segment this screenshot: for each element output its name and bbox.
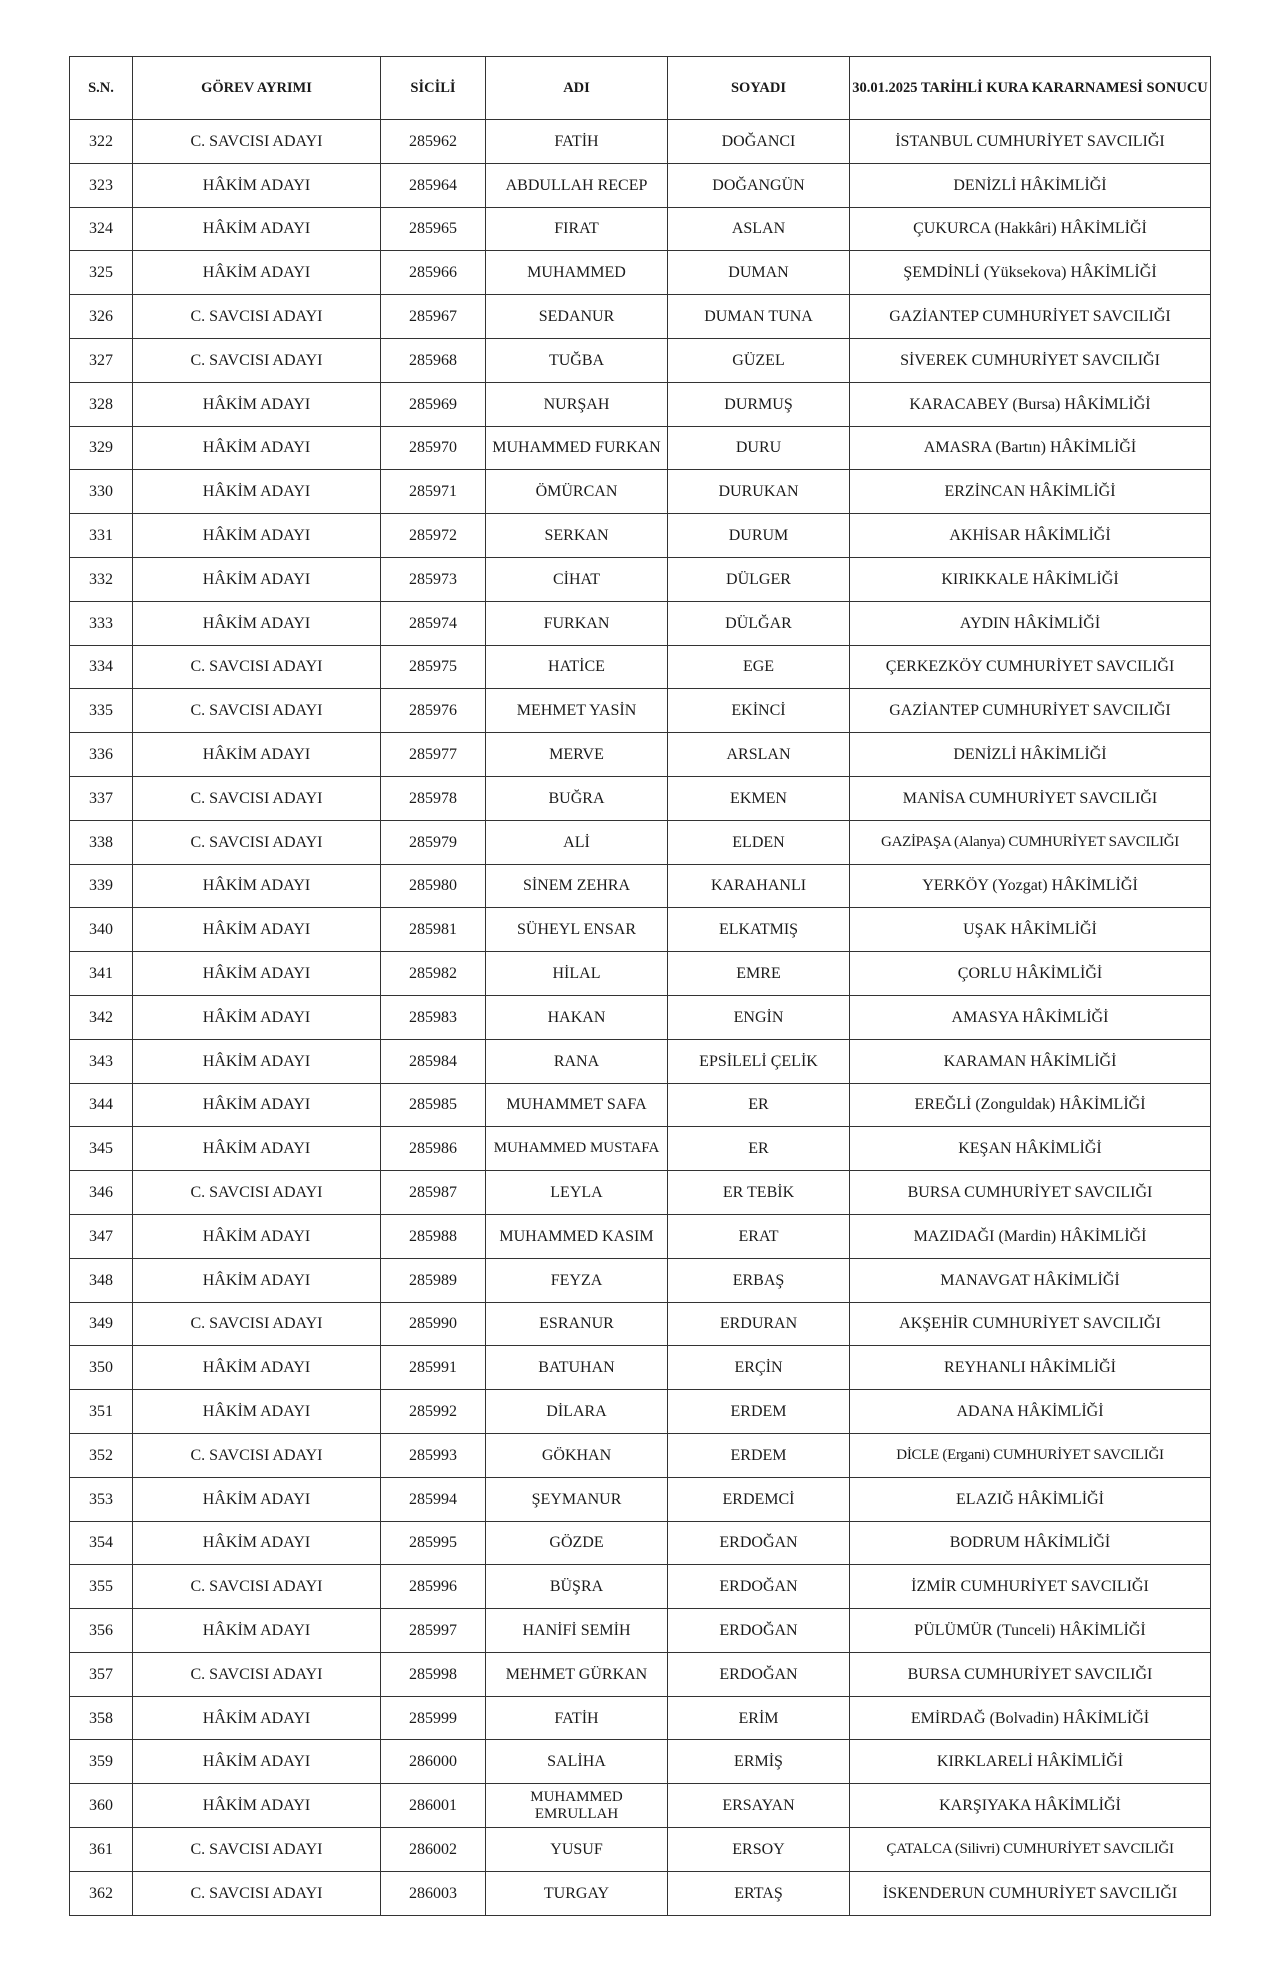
- cell-gorev-ayrimi: HÂKİM ADAYI: [133, 557, 381, 601]
- table-row: [70, 1828, 1211, 1872]
- table-row: [70, 1390, 1211, 1434]
- cell-sicili: 285968: [381, 338, 486, 382]
- cell-sicili: 285999: [381, 1696, 486, 1740]
- cell-sicili: 285993: [381, 1433, 486, 1477]
- cell-gorev-ayrimi: HÂKİM ADAYI: [133, 1127, 381, 1171]
- cell-kura-sonucu: KEŞAN HÂKİMLİĞİ: [850, 1127, 1211, 1171]
- table-row: [70, 1871, 1211, 1915]
- cell-soyadi: EPSİLELİ ÇELİK: [668, 1039, 850, 1083]
- cell-sn: 326: [70, 295, 133, 339]
- cell-gorev-ayrimi: HÂKİM ADAYI: [133, 382, 381, 426]
- cell-kura-sonucu: AMASYA HÂKİMLİĞİ: [850, 995, 1211, 1039]
- cell-sicili: 285981: [381, 908, 486, 952]
- cell-sicili: 286002: [381, 1828, 486, 1872]
- table-row: [70, 1609, 1211, 1653]
- table-row: [70, 295, 1211, 339]
- cell-gorev-ayrimi: HÂKİM ADAYI: [133, 1258, 381, 1302]
- cell-gorev-ayrimi: HÂKİM ADAYI: [133, 514, 381, 558]
- table-row: [70, 1652, 1211, 1696]
- cell-kura-sonucu: MANİSA CUMHURİYET SAVCILIĞI: [850, 776, 1211, 820]
- cell-soyadi: DOĞANCI: [668, 120, 850, 164]
- cell-sn: 328: [70, 382, 133, 426]
- cell-kura-sonucu: BODRUM HÂKİMLİĞİ: [850, 1521, 1211, 1565]
- cell-sn: 330: [70, 470, 133, 514]
- cell-sicili: 285972: [381, 514, 486, 558]
- cell-gorev-ayrimi: HÂKİM ADAYI: [133, 1784, 381, 1828]
- cell-adi: SALİHA: [486, 1740, 668, 1784]
- cell-kura-sonucu: GAZİANTEP CUMHURİYET SAVCILIĞI: [850, 295, 1211, 339]
- cell-adi: MUHAMMED FURKAN: [486, 426, 668, 470]
- cell-kura-sonucu: SİVEREK CUMHURİYET SAVCILIĞI: [850, 338, 1211, 382]
- cell-gorev-ayrimi: C. SAVCISI ADAYI: [133, 120, 381, 164]
- cell-gorev-ayrimi: HÂKİM ADAYI: [133, 470, 381, 514]
- cell-soyadi: DURUKAN: [668, 470, 850, 514]
- cell-soyadi: ERDEMCİ: [668, 1477, 850, 1521]
- table-row: [70, 1127, 1211, 1171]
- cell-soyadi: ERBAŞ: [668, 1258, 850, 1302]
- cell-kura-sonucu: ŞEMDİNLİ (Yüksekova) HÂKİMLİĞİ: [850, 251, 1211, 295]
- cell-soyadi: EKİNCİ: [668, 689, 850, 733]
- cell-soyadi: DURMUŞ: [668, 382, 850, 426]
- table-row: [70, 514, 1211, 558]
- cell-sicili: 285969: [381, 382, 486, 426]
- cell-sn: 342: [70, 995, 133, 1039]
- cell-sn: 347: [70, 1214, 133, 1258]
- cell-adi: HİLAL: [486, 952, 668, 996]
- cell-kura-sonucu: AMASRA (Bartın) HÂKİMLİĞİ: [850, 426, 1211, 470]
- cell-kura-sonucu: ADANA HÂKİMLİĞİ: [850, 1390, 1211, 1434]
- cell-adi: FIRAT: [486, 207, 668, 251]
- cell-kura-sonucu: MANAVGAT HÂKİMLİĞİ: [850, 1258, 1211, 1302]
- table-row: [70, 864, 1211, 908]
- cell-sicili: 285967: [381, 295, 486, 339]
- cell-adi: NURŞAH: [486, 382, 668, 426]
- cell-kura-sonucu: AYDIN HÂKİMLİĞİ: [850, 601, 1211, 645]
- cell-adi: MUHAMMED MUSTAFA: [486, 1127, 668, 1171]
- cell-sn: 332: [70, 557, 133, 601]
- cell-sn: 340: [70, 908, 133, 952]
- cell-gorev-ayrimi: HÂKİM ADAYI: [133, 1346, 381, 1390]
- table-row: [70, 1083, 1211, 1127]
- cell-gorev-ayrimi: HÂKİM ADAYI: [133, 1214, 381, 1258]
- cell-gorev-ayrimi: HÂKİM ADAYI: [133, 1390, 381, 1434]
- table-row: [70, 733, 1211, 777]
- cell-sicili: 285966: [381, 251, 486, 295]
- cell-kura-sonucu: DENİZLİ HÂKİMLİĞİ: [850, 733, 1211, 777]
- cell-adi: MUHAMMED EMRULLAH: [486, 1784, 668, 1828]
- cell-soyadi: ELKATMIŞ: [668, 908, 850, 952]
- cell-kura-sonucu: İSKENDERUN CUMHURİYET SAVCILIĞI: [850, 1871, 1211, 1915]
- cell-adi: HAKAN: [486, 995, 668, 1039]
- cell-sicili: 285986: [381, 1127, 486, 1171]
- cell-sn: 352: [70, 1433, 133, 1477]
- cell-sn: 344: [70, 1083, 133, 1127]
- cell-gorev-ayrimi: C. SAVCISI ADAYI: [133, 1871, 381, 1915]
- cell-gorev-ayrimi: C. SAVCISI ADAYI: [133, 1302, 381, 1346]
- cell-adi: MUHAMMED KASIM: [486, 1214, 668, 1258]
- cell-sicili: 285991: [381, 1346, 486, 1390]
- cell-kura-sonucu: MAZIDAĞI (Mardin) HÂKİMLİĞİ: [850, 1214, 1211, 1258]
- cell-gorev-ayrimi: HÂKİM ADAYI: [133, 908, 381, 952]
- cell-soyadi: DÜLĞAR: [668, 601, 850, 645]
- cell-adi: MUHAMMED: [486, 251, 668, 295]
- cell-adi: FATİH: [486, 120, 668, 164]
- cell-adi: TUĞBA: [486, 338, 668, 382]
- table-row: [70, 995, 1211, 1039]
- header-gorev-ayrimi: GÖREV AYRIMI: [133, 57, 381, 120]
- cell-sn: 335: [70, 689, 133, 733]
- cell-sn: 324: [70, 207, 133, 251]
- cell-sicili: 285964: [381, 163, 486, 207]
- cell-adi: MEHMET GÜRKAN: [486, 1652, 668, 1696]
- cell-soyadi: DÜLGER: [668, 557, 850, 601]
- cell-soyadi: ERAT: [668, 1214, 850, 1258]
- cell-adi: ŞEYMANUR: [486, 1477, 668, 1521]
- cell-gorev-ayrimi: HÂKİM ADAYI: [133, 864, 381, 908]
- cell-kura-sonucu: AKŞEHİR CUMHURİYET SAVCILIĞI: [850, 1302, 1211, 1346]
- cell-sicili: 285979: [381, 820, 486, 864]
- cell-sn: 336: [70, 733, 133, 777]
- cell-soyadi: DUMAN: [668, 251, 850, 295]
- table-row: [70, 557, 1211, 601]
- cell-soyadi: ERDOĞAN: [668, 1565, 850, 1609]
- cell-sicili: 285985: [381, 1083, 486, 1127]
- cell-gorev-ayrimi: C. SAVCISI ADAYI: [133, 1171, 381, 1215]
- table-row: [70, 120, 1211, 164]
- cell-sicili: 285973: [381, 557, 486, 601]
- table-row: [70, 1784, 1211, 1828]
- cell-gorev-ayrimi: HÂKİM ADAYI: [133, 1609, 381, 1653]
- cell-soyadi: ELDEN: [668, 820, 850, 864]
- cell-gorev-ayrimi: HÂKİM ADAYI: [133, 952, 381, 996]
- table-row: [70, 689, 1211, 733]
- cell-sn: 323: [70, 163, 133, 207]
- cell-sicili: 285988: [381, 1214, 486, 1258]
- cell-sicili: 285995: [381, 1521, 486, 1565]
- table-row: [70, 338, 1211, 382]
- header-sicili: SİCİLİ: [381, 57, 486, 120]
- cell-sn: 341: [70, 952, 133, 996]
- cell-adi: ABDULLAH RECEP: [486, 163, 668, 207]
- cell-adi: ESRANUR: [486, 1302, 668, 1346]
- cell-sicili: 285982: [381, 952, 486, 996]
- table-row: [70, 1171, 1211, 1215]
- cell-kura-sonucu: İZMİR CUMHURİYET SAVCILIĞI: [850, 1565, 1211, 1609]
- table-row: [70, 470, 1211, 514]
- cell-kura-sonucu: ERZİNCAN HÂKİMLİĞİ: [850, 470, 1211, 514]
- cell-soyadi: ARSLAN: [668, 733, 850, 777]
- cell-gorev-ayrimi: C. SAVCISI ADAYI: [133, 689, 381, 733]
- cell-sicili: 286001: [381, 1784, 486, 1828]
- table-row: [70, 426, 1211, 470]
- cell-soyadi: DURUM: [668, 514, 850, 558]
- table-row: [70, 163, 1211, 207]
- cell-sn: 355: [70, 1565, 133, 1609]
- table-row: [70, 645, 1211, 689]
- cell-kura-sonucu: KARAMAN HÂKİMLİĞİ: [850, 1039, 1211, 1083]
- cell-sn: 346: [70, 1171, 133, 1215]
- cell-kura-sonucu: ÇUKURCA (Hakkâri) HÂKİMLİĞİ: [850, 207, 1211, 251]
- cell-sicili: 285990: [381, 1302, 486, 1346]
- cell-gorev-ayrimi: HÂKİM ADAYI: [133, 601, 381, 645]
- cell-gorev-ayrimi: HÂKİM ADAYI: [133, 1696, 381, 1740]
- cell-adi: HATİCE: [486, 645, 668, 689]
- cell-sicili: 286003: [381, 1871, 486, 1915]
- header-soyadi: SOYADI: [668, 57, 850, 120]
- cell-sn: 333: [70, 601, 133, 645]
- cell-sicili: 285962: [381, 120, 486, 164]
- cell-soyadi: ER: [668, 1127, 850, 1171]
- cell-sn: 337: [70, 776, 133, 820]
- cell-adi: LEYLA: [486, 1171, 668, 1215]
- cell-gorev-ayrimi: HÂKİM ADAYI: [133, 995, 381, 1039]
- cell-sn: 356: [70, 1609, 133, 1653]
- cell-soyadi: ERDEM: [668, 1433, 850, 1477]
- cell-sn: 360: [70, 1784, 133, 1828]
- cell-sn: 322: [70, 120, 133, 164]
- cell-sn: 358: [70, 1696, 133, 1740]
- cell-kura-sonucu: UŞAK HÂKİMLİĞİ: [850, 908, 1211, 952]
- table-row: [70, 776, 1211, 820]
- cell-sn: 349: [70, 1302, 133, 1346]
- cell-adi: GÖZDE: [486, 1521, 668, 1565]
- cell-kura-sonucu: KIRIKKALE HÂKİMLİĞİ: [850, 557, 1211, 601]
- table-row: [70, 1258, 1211, 1302]
- table-row: [70, 1214, 1211, 1258]
- cell-kura-sonucu: KARŞIYAKA HÂKİMLİĞİ: [850, 1784, 1211, 1828]
- cell-gorev-ayrimi: HÂKİM ADAYI: [133, 1740, 381, 1784]
- cell-sn: 334: [70, 645, 133, 689]
- cell-soyadi: ERDURAN: [668, 1302, 850, 1346]
- table-row: [70, 1740, 1211, 1784]
- cell-adi: HANİFİ SEMİH: [486, 1609, 668, 1653]
- cell-sn: 357: [70, 1652, 133, 1696]
- table-header-row: [70, 57, 1211, 120]
- cell-sicili: 285984: [381, 1039, 486, 1083]
- cell-soyadi: GÜZEL: [668, 338, 850, 382]
- cell-soyadi: DOĞANGÜN: [668, 163, 850, 207]
- cell-sicili: 286000: [381, 1740, 486, 1784]
- header-adi: ADI: [486, 57, 668, 120]
- cell-soyadi: EGE: [668, 645, 850, 689]
- cell-kura-sonucu: ÇERKEZKÖY CUMHURİYET SAVCILIĞI: [850, 645, 1211, 689]
- cell-soyadi: ERÇİN: [668, 1346, 850, 1390]
- cell-gorev-ayrimi: C. SAVCISI ADAYI: [133, 776, 381, 820]
- cell-sicili: 285976: [381, 689, 486, 733]
- cell-soyadi: ERSAYAN: [668, 1784, 850, 1828]
- cell-adi: MUHAMMET SAFA: [486, 1083, 668, 1127]
- cell-sicili: 285989: [381, 1258, 486, 1302]
- cell-sicili: 285970: [381, 426, 486, 470]
- cell-sn: 345: [70, 1127, 133, 1171]
- cell-soyadi: ERDOĞAN: [668, 1521, 850, 1565]
- cell-gorev-ayrimi: HÂKİM ADAYI: [133, 1521, 381, 1565]
- cell-adi: FATİH: [486, 1696, 668, 1740]
- cell-sn: 331: [70, 514, 133, 558]
- table-row: [70, 1302, 1211, 1346]
- cell-gorev-ayrimi: C. SAVCISI ADAYI: [133, 295, 381, 339]
- cell-gorev-ayrimi: HÂKİM ADAYI: [133, 733, 381, 777]
- cell-kura-sonucu: EMİRDAĞ (Bolvadin) HÂKİMLİĞİ: [850, 1696, 1211, 1740]
- cell-soyadi: ENGİN: [668, 995, 850, 1039]
- cell-kura-sonucu: DENİZLİ HÂKİMLİĞİ: [850, 163, 1211, 207]
- cell-adi: MERVE: [486, 733, 668, 777]
- cell-kura-sonucu: AKHİSAR HÂKİMLİĞİ: [850, 514, 1211, 558]
- cell-kura-sonucu: ELAZIĞ HÂKİMLİĞİ: [850, 1477, 1211, 1521]
- cell-gorev-ayrimi: C. SAVCISI ADAYI: [133, 645, 381, 689]
- cell-sn: 362: [70, 1871, 133, 1915]
- table-row: [70, 382, 1211, 426]
- cell-kura-sonucu: DİCLE (Ergani) CUMHURİYET SAVCILIĞI: [850, 1433, 1211, 1477]
- cell-adi: FEYZA: [486, 1258, 668, 1302]
- cell-kura-sonucu: YERKÖY (Yozgat) HÂKİMLİĞİ: [850, 864, 1211, 908]
- cell-adi: SERKAN: [486, 514, 668, 558]
- cell-kura-sonucu: İSTANBUL CUMHURİYET SAVCILIĞI: [850, 120, 1211, 164]
- cell-kura-sonucu: GAZİPAŞA (Alanya) CUMHURİYET SAVCILIĞI: [850, 820, 1211, 864]
- cell-soyadi: ERMİŞ: [668, 1740, 850, 1784]
- cell-sn: 327: [70, 338, 133, 382]
- table-row: [70, 207, 1211, 251]
- cell-kura-sonucu: EREĞLİ (Zonguldak) HÂKİMLİĞİ: [850, 1083, 1211, 1127]
- cell-soyadi: ERDOĞAN: [668, 1609, 850, 1653]
- cell-sicili: 285980: [381, 864, 486, 908]
- table-row: [70, 820, 1211, 864]
- cell-soyadi: KARAHANLI: [668, 864, 850, 908]
- cell-sicili: 285987: [381, 1171, 486, 1215]
- cell-adi: BUĞRA: [486, 776, 668, 820]
- table-row: [70, 952, 1211, 996]
- table-row: [70, 1346, 1211, 1390]
- cell-sn: 325: [70, 251, 133, 295]
- cell-adi: FURKAN: [486, 601, 668, 645]
- cell-adi: DİLARA: [486, 1390, 668, 1434]
- cell-gorev-ayrimi: HÂKİM ADAYI: [133, 1477, 381, 1521]
- cell-gorev-ayrimi: HÂKİM ADAYI: [133, 1083, 381, 1127]
- cell-adi: RANA: [486, 1039, 668, 1083]
- cell-soyadi: ER TEBİK: [668, 1171, 850, 1215]
- cell-gorev-ayrimi: HÂKİM ADAYI: [133, 163, 381, 207]
- cell-sicili: 285992: [381, 1390, 486, 1434]
- cell-adi: BATUHAN: [486, 1346, 668, 1390]
- cell-adi: SİNEM ZEHRA: [486, 864, 668, 908]
- table-row: [70, 908, 1211, 952]
- cell-adi: SEDANUR: [486, 295, 668, 339]
- cell-adi: SÜHEYL ENSAR: [486, 908, 668, 952]
- cell-kura-sonucu: GAZİANTEP CUMHURİYET SAVCILIĞI: [850, 689, 1211, 733]
- cell-adi: CİHAT: [486, 557, 668, 601]
- table-row: [70, 251, 1211, 295]
- cell-sicili: 285983: [381, 995, 486, 1039]
- cell-soyadi: DURU: [668, 426, 850, 470]
- cell-soyadi: EKMEN: [668, 776, 850, 820]
- cell-gorev-ayrimi: HÂKİM ADAYI: [133, 426, 381, 470]
- cell-sn: 338: [70, 820, 133, 864]
- cell-sicili: 285994: [381, 1477, 486, 1521]
- cell-gorev-ayrimi: C. SAVCISI ADAYI: [133, 338, 381, 382]
- cell-kura-sonucu: REYHANLI HÂKİMLİĞİ: [850, 1346, 1211, 1390]
- cell-gorev-ayrimi: HÂKİM ADAYI: [133, 251, 381, 295]
- cell-gorev-ayrimi: HÂKİM ADAYI: [133, 1039, 381, 1083]
- table-row: [70, 1477, 1211, 1521]
- cell-soyadi: DUMAN TUNA: [668, 295, 850, 339]
- cell-sicili: 285997: [381, 1609, 486, 1653]
- cell-sicili: 285971: [381, 470, 486, 514]
- cell-kura-sonucu: BURSA CUMHURİYET SAVCILIĞI: [850, 1171, 1211, 1215]
- cell-adi: TURGAY: [486, 1871, 668, 1915]
- cell-sn: 348: [70, 1258, 133, 1302]
- cell-sn: 351: [70, 1390, 133, 1434]
- cell-kura-sonucu: KIRKLARELİ HÂKİMLİĞİ: [850, 1740, 1211, 1784]
- table-body: [70, 120, 1211, 1916]
- cell-soyadi: ERSOY: [668, 1828, 850, 1872]
- cell-sn: 350: [70, 1346, 133, 1390]
- cell-soyadi: ERDOĞAN: [668, 1652, 850, 1696]
- cell-sn: 329: [70, 426, 133, 470]
- cell-sicili: 285974: [381, 601, 486, 645]
- cell-gorev-ayrimi: C. SAVCISI ADAYI: [133, 1565, 381, 1609]
- table-row: [70, 1433, 1211, 1477]
- cell-adi: GÖKHAN: [486, 1433, 668, 1477]
- header-sn: S.N.: [70, 57, 133, 120]
- table-row: [70, 1521, 1211, 1565]
- cell-kura-sonucu: ÇATALCA (Silivri) CUMHURİYET SAVCILIĞI: [850, 1828, 1211, 1872]
- cell-sn: 343: [70, 1039, 133, 1083]
- cell-sn: 354: [70, 1521, 133, 1565]
- cell-sicili: 285965: [381, 207, 486, 251]
- table-row: [70, 1565, 1211, 1609]
- table-row: [70, 601, 1211, 645]
- cell-adi: MEHMET YASİN: [486, 689, 668, 733]
- cell-soyadi: EMRE: [668, 952, 850, 996]
- cell-soyadi: ERTAŞ: [668, 1871, 850, 1915]
- cell-sicili: 285975: [381, 645, 486, 689]
- document-page: [69, 56, 1210, 1916]
- cell-soyadi: ASLAN: [668, 207, 850, 251]
- cell-kura-sonucu: BURSA CUMHURİYET SAVCILIĞI: [850, 1652, 1211, 1696]
- cell-kura-sonucu: KARACABEY (Bursa) HÂKİMLİĞİ: [850, 382, 1211, 426]
- cell-kura-sonucu: PÜLÜMÜR (Tunceli) HÂKİMLİĞİ: [850, 1609, 1211, 1653]
- cell-soyadi: ER: [668, 1083, 850, 1127]
- cell-sicili: 285996: [381, 1565, 486, 1609]
- cell-kura-sonucu: ÇORLU HÂKİMLİĞİ: [850, 952, 1211, 996]
- cell-sn: 353: [70, 1477, 133, 1521]
- cell-soyadi: ERİM: [668, 1696, 850, 1740]
- cell-sicili: 285977: [381, 733, 486, 777]
- cell-adi: YUSUF: [486, 1828, 668, 1872]
- cell-adi: ALİ: [486, 820, 668, 864]
- cell-sn: 361: [70, 1828, 133, 1872]
- cell-soyadi: ERDEM: [668, 1390, 850, 1434]
- table-row: [70, 1696, 1211, 1740]
- cell-sicili: 285978: [381, 776, 486, 820]
- cell-adi: BÜŞRA: [486, 1565, 668, 1609]
- cell-gorev-ayrimi: C. SAVCISI ADAYI: [133, 1433, 381, 1477]
- kura-results-table: [69, 56, 1211, 1916]
- cell-sn: 339: [70, 864, 133, 908]
- header-kura-sonucu: 30.01.2025 TARİHLİ KURA KARARNAMESİ SONUCU: [850, 57, 1211, 120]
- cell-gorev-ayrimi: C. SAVCISI ADAYI: [133, 820, 381, 864]
- table-row: [70, 1039, 1211, 1083]
- cell-gorev-ayrimi: HÂKİM ADAYI: [133, 207, 381, 251]
- cell-gorev-ayrimi: C. SAVCISI ADAYI: [133, 1652, 381, 1696]
- cell-adi: ÖMÜRCAN: [486, 470, 668, 514]
- cell-sicili: 285998: [381, 1652, 486, 1696]
- cell-sn: 359: [70, 1740, 133, 1784]
- cell-gorev-ayrimi: C. SAVCISI ADAYI: [133, 1828, 381, 1872]
